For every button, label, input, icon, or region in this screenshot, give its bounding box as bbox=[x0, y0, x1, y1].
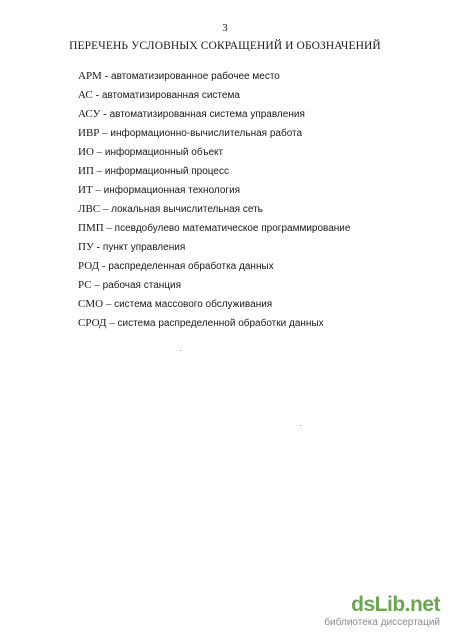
separator: – bbox=[99, 127, 111, 139]
abbreviation-term: ИП bbox=[78, 165, 94, 177]
list-item bbox=[78, 314, 438, 333]
watermark-logo-main: dsLib bbox=[351, 593, 405, 616]
watermark-logo-dot: . bbox=[404, 593, 410, 616]
list-item bbox=[78, 162, 438, 181]
abbreviation-definition: автоматизированная система bbox=[101, 90, 240, 101]
list-item bbox=[78, 86, 438, 105]
list-item bbox=[78, 276, 438, 295]
abbreviation-term: ИВР bbox=[78, 127, 100, 139]
abbreviation-definition: информационно-вычислительная работа bbox=[110, 128, 303, 139]
abbreviation-definition: информационный объект bbox=[104, 147, 224, 158]
abbreviation-term: ИТ bbox=[78, 184, 93, 196]
list-item bbox=[78, 181, 438, 200]
abbreviation-definition: система распределенной обработки данных bbox=[117, 318, 324, 329]
abbreviation-definition: локальная вычислительная сеть bbox=[111, 204, 263, 215]
abbreviation-definition: система массового обслуживания bbox=[114, 299, 273, 310]
separator: – bbox=[106, 317, 118, 329]
watermark-subtitle: библиотека диссертаций bbox=[324, 617, 440, 628]
abbreviation-term: ЛВС bbox=[78, 203, 101, 215]
abbreviation-term: АРМ bbox=[78, 70, 102, 82]
separator: - bbox=[99, 260, 109, 272]
list-item bbox=[78, 143, 438, 162]
watermark-logo bbox=[310, 594, 440, 616]
abbreviation-term: СРОД bbox=[78, 317, 107, 329]
watermark-logo-tld: net bbox=[410, 593, 440, 616]
abbreviation-term: РС bbox=[78, 279, 92, 291]
separator: – bbox=[103, 222, 115, 234]
abbreviation-term: ПУ bbox=[78, 241, 94, 253]
abbreviation-definition: псевдобулево математическое программирование bbox=[114, 223, 351, 234]
list-item bbox=[78, 257, 438, 276]
separator: - bbox=[93, 241, 103, 253]
list-item bbox=[78, 124, 438, 143]
separator: – bbox=[91, 279, 103, 291]
list-item bbox=[78, 238, 438, 257]
list-item bbox=[78, 67, 438, 86]
separator: - bbox=[101, 70, 112, 82]
scan-speck bbox=[180, 350, 181, 351]
list-item bbox=[78, 200, 438, 219]
abbreviation-term: АС bbox=[78, 89, 93, 101]
watermark bbox=[310, 594, 440, 632]
abbreviation-list bbox=[78, 67, 438, 333]
abbreviation-definition: информационный процесс bbox=[104, 166, 229, 177]
page-number: 3 bbox=[222, 22, 228, 34]
abbreviation-definition: рабочая станция bbox=[102, 280, 182, 291]
abbreviation-term: АСУ bbox=[78, 108, 101, 120]
separator: – bbox=[100, 203, 112, 215]
abbreviation-definition: распределенная обработка данных bbox=[108, 261, 274, 272]
separator: – bbox=[92, 184, 104, 196]
separator: - bbox=[92, 89, 102, 101]
separator: – bbox=[93, 146, 105, 158]
separator: – bbox=[103, 298, 115, 310]
abbreviation-term: ИО bbox=[78, 146, 94, 158]
abbreviation-definition: пункт управления bbox=[102, 242, 186, 253]
abbreviation-definition: автоматизированное рабочее место bbox=[111, 71, 280, 82]
list-item bbox=[78, 219, 438, 238]
separator: – bbox=[93, 165, 105, 177]
list-item bbox=[78, 295, 438, 314]
list-item bbox=[78, 105, 438, 124]
separator: - bbox=[100, 108, 110, 120]
abbreviation-definition: автоматизированная система управления bbox=[109, 109, 305, 120]
abbreviation-term: РОД bbox=[78, 260, 100, 272]
page-title: ПЕРЕЧЕНЬ УСЛОВНЫХ СОКРАЩЕНИЙ И ОБОЗНАЧЕНИЙ bbox=[69, 40, 381, 52]
abbreviation-term: СМО bbox=[78, 298, 104, 310]
abbreviation-term: ПМП bbox=[78, 222, 104, 234]
abbreviation-definition: информационная технология bbox=[103, 185, 241, 196]
scan-speck bbox=[300, 425, 301, 426]
